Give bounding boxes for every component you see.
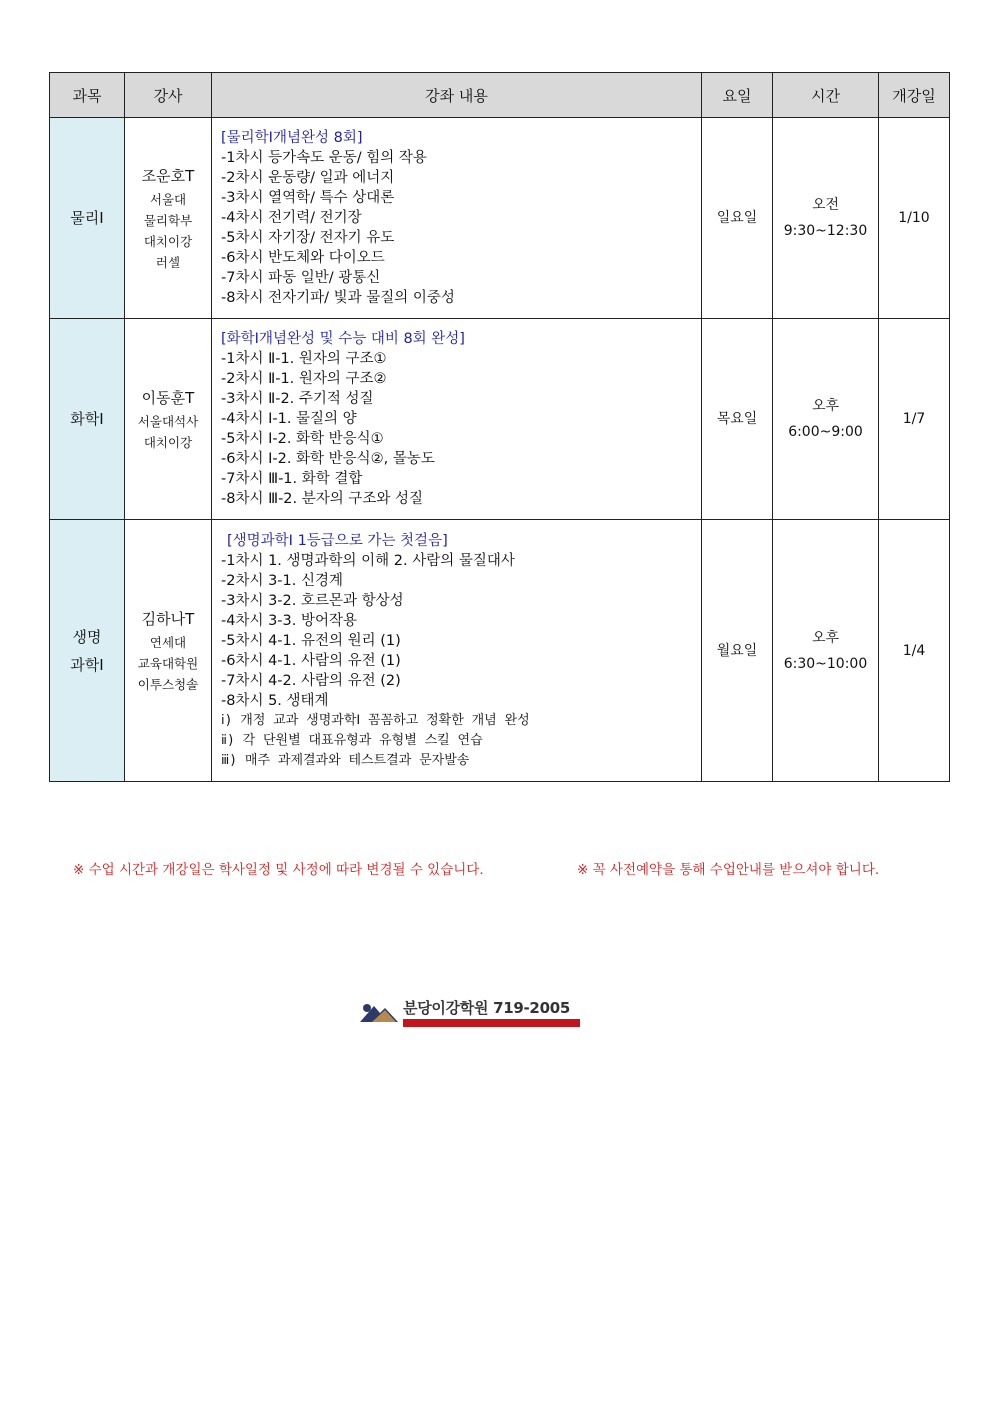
logo-text bbox=[403, 997, 570, 1018]
session-line: -2차시 3-1. 신경계 bbox=[221, 572, 344, 589]
day-cell bbox=[702, 520, 773, 782]
session-line: -5차시 자기장/ 전자기 유도 bbox=[221, 230, 395, 246]
time-range: 9:30~12:30 bbox=[783, 223, 868, 239]
session-line: -4차시 3-3. 방어작용 bbox=[221, 612, 358, 629]
session-line: -7차시 4-2. 사람의 유전 (2) bbox=[221, 672, 401, 689]
subject-name: 과학Ⅰ bbox=[70, 655, 104, 674]
header-time: 시간 bbox=[773, 73, 879, 118]
start-date: 1/4 bbox=[902, 642, 926, 659]
header-day: 요일 bbox=[702, 73, 773, 118]
instructor-info: 교육대학원 bbox=[137, 656, 199, 671]
header-subject: 과목 bbox=[50, 73, 125, 118]
instructor-info: 서울대 bbox=[149, 192, 187, 207]
session-line: -8차시 전자기파/ 빛과 물질의 이중성 bbox=[221, 290, 455, 306]
subject-name: 화학Ⅰ bbox=[70, 410, 104, 428]
day-cell bbox=[702, 319, 773, 520]
logo-mountain-icon bbox=[358, 998, 402, 1026]
session-line: -7차시 파동 일반/ 광통신 bbox=[221, 270, 381, 286]
table-row bbox=[50, 520, 950, 782]
instructor-info: 물리학부 bbox=[143, 213, 193, 228]
session-line: -2차시 Ⅱ-1. 원자의 구조② bbox=[221, 371, 387, 387]
session-line: -7차시 Ⅲ-1. 화학 결합 bbox=[221, 471, 363, 487]
start-date: 1/7 bbox=[902, 411, 926, 427]
session-line: -3차시 3-2. 호르몬과 항상성 bbox=[221, 592, 404, 609]
subject-name: 생명 bbox=[72, 627, 102, 646]
time-cell bbox=[773, 520, 879, 782]
course-title: [물리학Ⅰ개념완성 8회] bbox=[221, 130, 363, 146]
time-range: 6:30~10:00 bbox=[783, 655, 868, 672]
session-line: -5차시 Ⅰ-2. 화학 반응식① bbox=[221, 431, 384, 447]
table-row bbox=[50, 118, 950, 319]
logo-accent-bar bbox=[403, 1019, 580, 1027]
header-content: 강좌 내용 bbox=[212, 73, 702, 118]
time-cell bbox=[773, 118, 879, 319]
instructor-info: 러셀 bbox=[155, 255, 181, 270]
header-instructor: 강사 bbox=[125, 73, 212, 118]
instructor-name: 이동훈T bbox=[141, 389, 195, 407]
session-line: -6차시 4-1. 사람의 유전 (1) bbox=[221, 652, 401, 669]
instructor-name: 조운호T bbox=[141, 167, 195, 185]
subject-cell bbox=[50, 319, 125, 520]
subject-cell bbox=[50, 520, 125, 782]
session-line: -6차시 Ⅰ-2. 화학 반응식②, 몰농도 bbox=[221, 451, 435, 467]
instructor-cell bbox=[125, 520, 212, 782]
reservation-notice: ※ 꼭 사전예약을 통해 수업안내를 받으셔야 합니다. bbox=[577, 862, 880, 878]
session-line: -1차시 Ⅱ-1. 원자의 구조① bbox=[221, 351, 387, 367]
session-line: -1차시 1. 생명과학의 이해 2. 사람의 물질대사 bbox=[221, 552, 515, 569]
time-range: 6:00~9:00 bbox=[788, 424, 863, 440]
day-text: 일요일 bbox=[716, 210, 758, 226]
schedule-table bbox=[49, 72, 950, 782]
course-note: ⅱ) 각 단원별 대표유형과 유형별 스킬 연습 bbox=[221, 732, 483, 748]
logo-phone: 719-2005 bbox=[493, 999, 570, 1017]
time-period: 오후 bbox=[811, 629, 840, 646]
session-line: -4차시 Ⅰ-1. 물질의 양 bbox=[221, 411, 357, 427]
start-cell bbox=[879, 118, 950, 319]
time-period: 오전 bbox=[811, 197, 840, 213]
course-content-cell bbox=[212, 520, 702, 782]
start-cell bbox=[879, 319, 950, 520]
course-title: [화학Ⅰ개념완성 및 수능 대비 8회 완성] bbox=[221, 331, 465, 347]
header-start: 개강일 bbox=[879, 73, 950, 118]
instructor-name: 김하나T bbox=[141, 610, 195, 628]
subject-cell bbox=[50, 118, 125, 319]
instructor-cell bbox=[125, 319, 212, 520]
session-line: -3차시 열역학/ 특수 상대론 bbox=[221, 190, 395, 206]
course-title: [생명과학Ⅰ 1등급으로 가는 첫걸음] bbox=[227, 532, 448, 549]
session-line: -8차시 Ⅲ-2. 분자의 구조와 성질 bbox=[221, 491, 424, 507]
subject-name: 물리Ⅰ bbox=[70, 209, 104, 227]
course-content-cell bbox=[212, 118, 702, 319]
session-line: -1차시 등가속도 운동/ 힘의 작용 bbox=[221, 150, 427, 166]
day-text: 월요일 bbox=[716, 642, 758, 659]
instructor-cell bbox=[125, 118, 212, 319]
day-text: 목요일 bbox=[716, 411, 758, 427]
start-cell bbox=[879, 520, 950, 782]
course-note: ⅲ) 매주 과제결과와 테스트결과 문자발송 bbox=[221, 752, 470, 768]
session-line: -4차시 전기력/ 전기장 bbox=[221, 210, 362, 226]
session-line: -3차시 Ⅱ-2. 주기적 성질 bbox=[221, 391, 374, 407]
schedule-change-notice: ※ 수업 시간과 개강일은 학사일정 및 사정에 따라 변경될 수 있습니다. bbox=[73, 862, 484, 878]
instructor-info: 서울대석사 bbox=[137, 414, 199, 429]
logo-name: 분당이강학원 bbox=[403, 999, 489, 1017]
course-content-cell bbox=[212, 319, 702, 520]
start-date: 1/10 bbox=[898, 210, 930, 226]
session-line: -8차시 5. 생태계 bbox=[221, 692, 329, 709]
instructor-info: 이투스청솔 bbox=[137, 677, 199, 692]
academy-logo bbox=[358, 998, 582, 1030]
course-note: ⅰ) 개정 교과 생명과학Ⅰ 꼼꼼하고 정확한 개념 완성 bbox=[221, 712, 530, 728]
instructor-info: 대치이강 bbox=[143, 234, 193, 249]
instructor-info: 대치이강 bbox=[143, 435, 193, 450]
day-cell bbox=[702, 118, 773, 319]
time-period: 오후 bbox=[811, 398, 840, 414]
session-line: -6차시 반도체와 다이오드 bbox=[221, 250, 385, 266]
header-row bbox=[50, 73, 950, 118]
instructor-info: 연세대 bbox=[149, 635, 187, 650]
session-line: -5차시 4-1. 유전의 원리 (1) bbox=[221, 632, 401, 649]
table-row bbox=[50, 319, 950, 520]
session-line: -2차시 운동량/ 일과 에너지 bbox=[221, 170, 395, 186]
time-cell bbox=[773, 319, 879, 520]
